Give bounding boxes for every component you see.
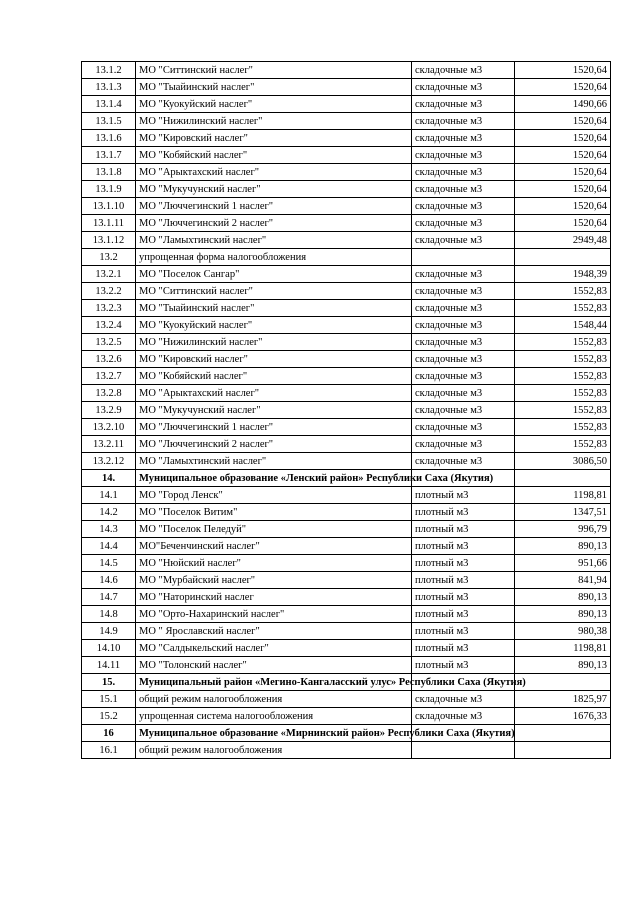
row-number: 13.2.9 <box>82 402 136 419</box>
table-row <box>82 317 611 334</box>
row-unit: складочные м3 <box>412 334 515 351</box>
row-value <box>515 470 611 487</box>
table-row <box>82 62 611 79</box>
table-row <box>82 385 611 402</box>
row-number: 16 <box>82 725 136 742</box>
table-row <box>82 555 611 572</box>
row-unit: складочные м3 <box>412 436 515 453</box>
row-number: 13.2.12 <box>82 453 136 470</box>
table-row <box>82 453 611 470</box>
row-value: 1520,64 <box>515 147 611 164</box>
row-unit: складочные м3 <box>412 147 515 164</box>
row-unit: складочные м3 <box>412 453 515 470</box>
row-name: МО "Тыайинский наслег" <box>136 300 412 317</box>
row-number: 13.1.5 <box>82 113 136 130</box>
row-value: 1552,83 <box>515 283 611 300</box>
row-name: МО "Тыайинский наслег" <box>136 79 412 96</box>
tariff-table <box>81 61 611 759</box>
row-number: 13.1.9 <box>82 181 136 198</box>
row-name: МО "Город Ленск" <box>136 487 412 504</box>
row-unit: складочные м3 <box>412 368 515 385</box>
section-row <box>82 470 611 487</box>
row-value: 1520,64 <box>515 215 611 232</box>
row-name: общий режим налогообложения <box>136 691 412 708</box>
row-number: 16.1 <box>82 742 136 759</box>
row-value: 890,13 <box>515 657 611 674</box>
row-unit: складочные м3 <box>412 283 515 300</box>
row-value <box>515 742 611 759</box>
table-row <box>82 589 611 606</box>
row-value: 3086,50 <box>515 453 611 470</box>
row-value: 1552,83 <box>515 436 611 453</box>
row-name: МО "Ситтинский наслег" <box>136 62 412 79</box>
row-unit: плотный м3 <box>412 623 515 640</box>
row-number: 15. <box>82 674 136 691</box>
row-name: МО "Кировский наслег" <box>136 351 412 368</box>
row-unit: складочные м3 <box>412 130 515 147</box>
row-number: 13.1.4 <box>82 96 136 113</box>
table-row <box>82 249 611 266</box>
row-number: 14.1 <box>82 487 136 504</box>
row-number: 14.7 <box>82 589 136 606</box>
table-row <box>82 368 611 385</box>
table-row <box>82 130 611 147</box>
row-value: 951,66 <box>515 555 611 572</box>
row-number: 13.1.12 <box>82 232 136 249</box>
row-value <box>515 249 611 266</box>
table-row <box>82 742 611 759</box>
row-name: МО "Мурбайский наслег" <box>136 572 412 589</box>
row-number: 13.2.10 <box>82 419 136 436</box>
row-unit: складочные м3 <box>412 62 515 79</box>
table-row <box>82 283 611 300</box>
row-value <box>515 674 611 691</box>
table-row <box>82 300 611 317</box>
row-name: общий режим налогообложения <box>136 742 412 759</box>
row-value: 1520,64 <box>515 79 611 96</box>
table-row <box>82 657 611 674</box>
row-number: 13.1.10 <box>82 198 136 215</box>
row-value: 1552,83 <box>515 368 611 385</box>
row-name: МО "Салдыкельский наслег" <box>136 640 412 657</box>
table-row <box>82 623 611 640</box>
row-value: 1552,83 <box>515 385 611 402</box>
row-name: Муниципальное образование «Ленский район» Республики Саха (Якутия) <box>136 470 412 487</box>
table-row <box>82 521 611 538</box>
table-row <box>82 147 611 164</box>
row-unit: складочные м3 <box>412 198 515 215</box>
row-unit <box>412 249 515 266</box>
table-row <box>82 351 611 368</box>
row-name: МО "Люччегинский 2 наслег" <box>136 215 412 232</box>
table-row <box>82 215 611 232</box>
row-name: МО "Поселок Пеледуй" <box>136 521 412 538</box>
row-name: МО "Ситтинский наслег" <box>136 283 412 300</box>
row-number: 14.11 <box>82 657 136 674</box>
row-unit: складочные м3 <box>412 215 515 232</box>
row-name: МО "Нижилинский наслег" <box>136 113 412 130</box>
row-name: МО " Ярославский наслег" <box>136 623 412 640</box>
row-name: МО "Люччегинский 1 наслег" <box>136 419 412 436</box>
row-number: 13.1.11 <box>82 215 136 232</box>
row-unit: плотный м3 <box>412 572 515 589</box>
row-name: МО "Люччегинский 1 наслег" <box>136 198 412 215</box>
table-row <box>82 538 611 555</box>
table-row <box>82 334 611 351</box>
table-row <box>82 232 611 249</box>
row-name: МО "Поселок Сангар" <box>136 266 412 283</box>
row-value: 1552,83 <box>515 300 611 317</box>
row-number: 13.1.7 <box>82 147 136 164</box>
row-value: 1520,64 <box>515 198 611 215</box>
section-row <box>82 725 611 742</box>
row-unit: складочные м3 <box>412 164 515 181</box>
row-number: 13.2.2 <box>82 283 136 300</box>
row-value: 1520,64 <box>515 130 611 147</box>
table-row <box>82 606 611 623</box>
row-name: МО "Кобяйский наслег" <box>136 368 412 385</box>
row-unit: плотный м3 <box>412 538 515 555</box>
row-number: 13.2.7 <box>82 368 136 385</box>
row-value: 890,13 <box>515 538 611 555</box>
row-value: 1552,83 <box>515 351 611 368</box>
row-unit: складочные м3 <box>412 419 515 436</box>
row-name: МО "Кобяйский наслег" <box>136 147 412 164</box>
row-name: МО "Ламыхтинский наслег" <box>136 232 412 249</box>
table-row <box>82 487 611 504</box>
row-value: 1520,64 <box>515 113 611 130</box>
row-unit: складочные м3 <box>412 317 515 334</box>
row-number: 15.2 <box>82 708 136 725</box>
row-name: МО "Ламыхтинский наслег" <box>136 453 412 470</box>
row-name: МО"Беченчинский наслег" <box>136 538 412 555</box>
row-number: 13.1.3 <box>82 79 136 96</box>
row-number: 13.2.8 <box>82 385 136 402</box>
row-name: упрощенная форма налогообложения <box>136 249 412 266</box>
table-row <box>82 266 611 283</box>
row-number: 13.1.6 <box>82 130 136 147</box>
row-unit: складочные м3 <box>412 385 515 402</box>
row-unit: складочные м3 <box>412 351 515 368</box>
row-name: Муниципальное образование «Мирнинский район» Республики Саха (Якутия) <box>136 725 412 742</box>
row-name: МО "Куокуйский наслег" <box>136 96 412 113</box>
row-value: 890,13 <box>515 589 611 606</box>
row-number: 13.2.3 <box>82 300 136 317</box>
row-number: 14.2 <box>82 504 136 521</box>
row-unit: плотный м3 <box>412 487 515 504</box>
row-value: 1552,83 <box>515 419 611 436</box>
row-number: 14.3 <box>82 521 136 538</box>
row-value: 1676,33 <box>515 708 611 725</box>
table-row <box>82 164 611 181</box>
row-number: 14.4 <box>82 538 136 555</box>
row-value: 2949,48 <box>515 232 611 249</box>
row-value: 1825,97 <box>515 691 611 708</box>
table-row <box>82 691 611 708</box>
table-row <box>82 113 611 130</box>
row-number: 13.1.2 <box>82 62 136 79</box>
row-name: МО "Арыктахский наслег" <box>136 164 412 181</box>
row-unit: плотный м3 <box>412 606 515 623</box>
row-value: 1198,81 <box>515 487 611 504</box>
tariff-table-body <box>82 62 611 759</box>
row-value: 1520,64 <box>515 181 611 198</box>
table-row <box>82 708 611 725</box>
row-value: 841,94 <box>515 572 611 589</box>
row-value: 1552,83 <box>515 402 611 419</box>
row-unit: складочные м3 <box>412 402 515 419</box>
row-value: 996,79 <box>515 521 611 538</box>
table-row <box>82 640 611 657</box>
row-name: МО "Толонский наслег" <box>136 657 412 674</box>
row-number: 13.2.4 <box>82 317 136 334</box>
row-unit: складочные м3 <box>412 266 515 283</box>
row-value: 890,13 <box>515 606 611 623</box>
row-name: Муниципальный район «Мегино-Кангаласский улус» Республики Саха (Якутия) <box>136 674 412 691</box>
row-unit: складочные м3 <box>412 113 515 130</box>
row-name: МО "Мукучунский наслег" <box>136 402 412 419</box>
row-unit: плотный м3 <box>412 521 515 538</box>
row-unit: плотный м3 <box>412 555 515 572</box>
row-value: 1520,64 <box>515 164 611 181</box>
table-row <box>82 572 611 589</box>
row-value: 1520,64 <box>515 62 611 79</box>
row-name: МО "Нижилинский наслег" <box>136 334 412 351</box>
row-number: 13.2.1 <box>82 266 136 283</box>
row-number: 14.9 <box>82 623 136 640</box>
row-number: 13.2.5 <box>82 334 136 351</box>
row-name: МО "Мукучунский наслег" <box>136 181 412 198</box>
table-row <box>82 181 611 198</box>
row-value <box>515 725 611 742</box>
row-unit: плотный м3 <box>412 504 515 521</box>
row-number: 13.2.6 <box>82 351 136 368</box>
row-value: 1552,83 <box>515 334 611 351</box>
table-row <box>82 96 611 113</box>
row-value: 1948,39 <box>515 266 611 283</box>
row-name: МО "Наторинский наслег <box>136 589 412 606</box>
row-unit: плотный м3 <box>412 657 515 674</box>
row-name: МО "Орто-Нахаринский наслег" <box>136 606 412 623</box>
row-number: 13.1.8 <box>82 164 136 181</box>
row-number: 13.2 <box>82 249 136 266</box>
row-name: МО "Арыктахский наслег" <box>136 385 412 402</box>
row-name: МО "Кировский наслег" <box>136 130 412 147</box>
row-unit <box>412 742 515 759</box>
row-value: 1198,81 <box>515 640 611 657</box>
row-number: 15.1 <box>82 691 136 708</box>
row-unit: складочные м3 <box>412 96 515 113</box>
row-number: 14.10 <box>82 640 136 657</box>
row-unit: складочные м3 <box>412 79 515 96</box>
row-unit: плотный м3 <box>412 640 515 657</box>
row-name: МО "Куокуйский наслег" <box>136 317 412 334</box>
row-number: 14. <box>82 470 136 487</box>
row-number: 14.5 <box>82 555 136 572</box>
row-unit: складочные м3 <box>412 300 515 317</box>
row-number: 14.6 <box>82 572 136 589</box>
row-value: 980,38 <box>515 623 611 640</box>
row-unit: складочные м3 <box>412 232 515 249</box>
row-number: 13.2.11 <box>82 436 136 453</box>
table-row <box>82 419 611 436</box>
row-value: 1548,44 <box>515 317 611 334</box>
table-row <box>82 79 611 96</box>
row-number: 14.8 <box>82 606 136 623</box>
row-name: МО "Поселок Витим" <box>136 504 412 521</box>
table-row <box>82 504 611 521</box>
row-unit: складочные м3 <box>412 181 515 198</box>
table-row <box>82 402 611 419</box>
table-row <box>82 436 611 453</box>
row-unit: складочные м3 <box>412 708 515 725</box>
row-value: 1347,51 <box>515 504 611 521</box>
row-name: упрощенная система налогообложения <box>136 708 412 725</box>
table-row <box>82 198 611 215</box>
row-value: 1490,66 <box>515 96 611 113</box>
section-row <box>82 674 611 691</box>
row-unit: складочные м3 <box>412 691 515 708</box>
row-name: МО "Люччегинский 2 наслег" <box>136 436 412 453</box>
row-name: МО "Нюйский наслег" <box>136 555 412 572</box>
row-unit: плотный м3 <box>412 589 515 606</box>
